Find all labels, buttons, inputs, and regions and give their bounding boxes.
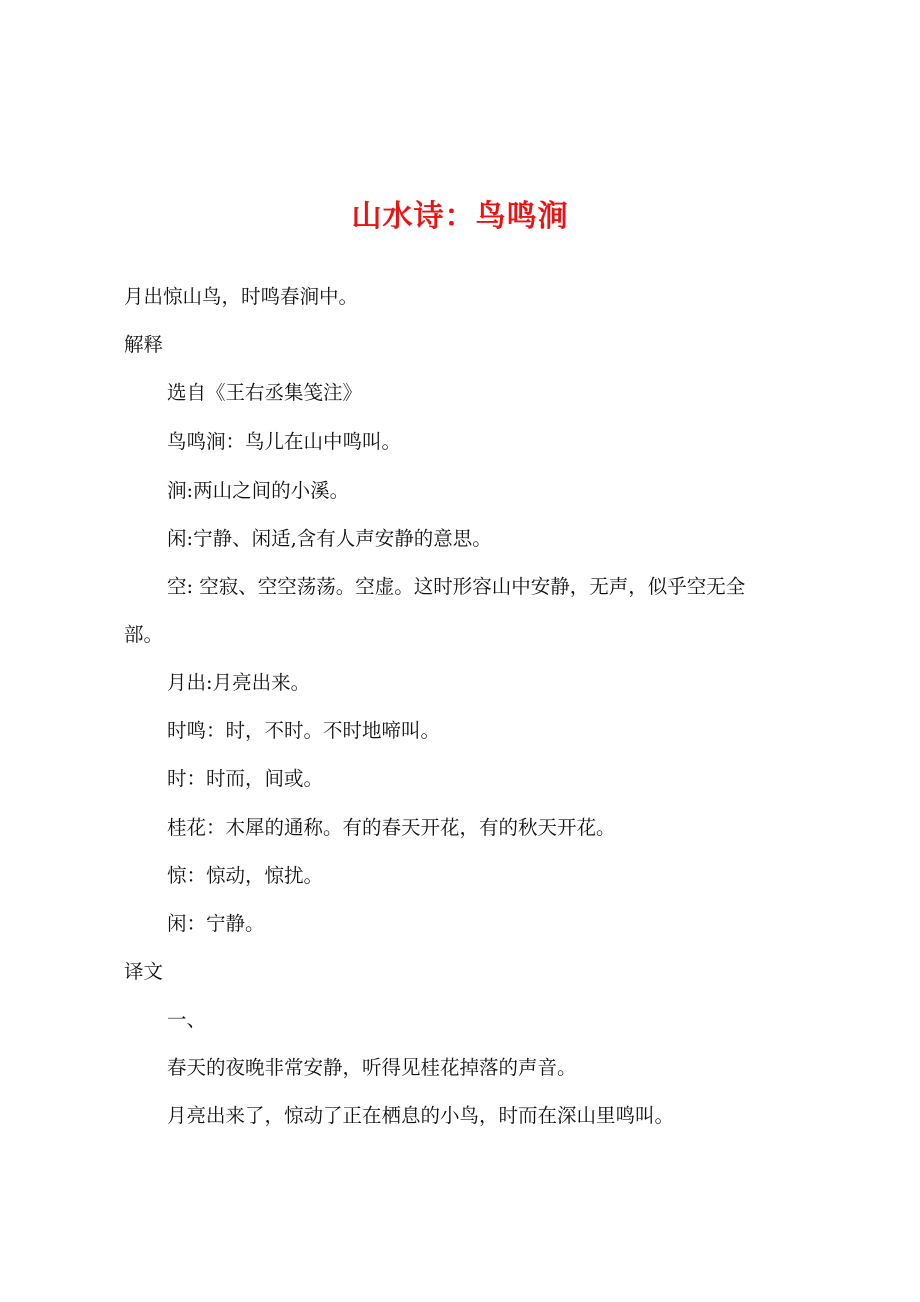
poem-line: 月出惊山鸟，时鸣春涧中。 xyxy=(124,285,359,308)
note-source: 选自《王右丞集笺注》 xyxy=(167,381,363,404)
section-heading-translation: 译文 xyxy=(124,960,164,983)
note-line: 涧:两山之间的小溪。 xyxy=(167,479,350,502)
note-line: 空: 空寂、空空荡荡。空虚。这时形容山中安静，无声，似乎空无全 xyxy=(167,575,746,598)
page-title: 山水诗：鸟鸣涧 xyxy=(351,199,569,234)
note-line: 时：时而，间或。 xyxy=(167,767,324,790)
note-line: 闲：宁静。 xyxy=(167,912,265,935)
section-heading-notes: 解释 xyxy=(124,333,164,356)
translation-number: 一、 xyxy=(167,1008,207,1031)
note-line: 时鸣：时，不时。不时地啼叫。 xyxy=(167,719,441,742)
note-line: 桂花：木犀的通称。有的春天开花，有的秋天开花。 xyxy=(167,816,616,839)
translation-line: 春天的夜晚非常安静，听得见桂花掉落的声音。 xyxy=(167,1056,577,1079)
note-line: 闲:宁静、闲适,含有人声安静的意思。 xyxy=(167,527,492,550)
note-line: 月出:月亮出来。 xyxy=(167,671,311,694)
note-line-continuation: 部。 xyxy=(124,623,164,646)
note-line: 惊：惊动，惊扰。 xyxy=(167,864,324,887)
translation-line: 月亮出来了，惊动了正在栖息的小鸟，时而在深山里鸣叫。 xyxy=(167,1104,675,1127)
note-line: 鸟鸣涧：鸟儿在山中鸣叫。 xyxy=(167,430,402,453)
